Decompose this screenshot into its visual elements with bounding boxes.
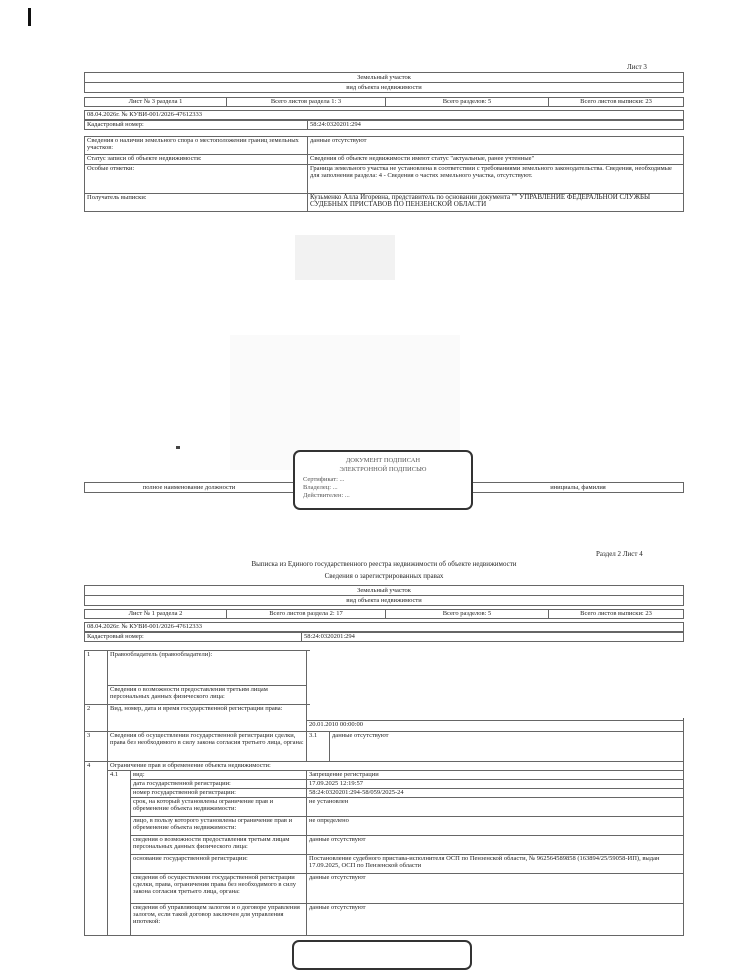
extract-subtitle: Сведения о зарегистрированных правах [324,572,444,580]
header-cell: Лист № 3 раздела 1 [84,97,227,107]
registration-date: 20.01.2010 00:00:00 [306,720,684,732]
stamp-line: ЭЛЕКТРОННОЙ ПОДПИСЬЮ [339,466,427,473]
sub-value: Запрещение регистрации [306,770,684,780]
consent-value: данные отсутствуют [329,731,684,762]
cadastral-label: Кадастровый номер: [84,120,308,130]
scan-overlap [310,650,750,718]
header-cell: Всего разделов: 5 [385,609,549,619]
cadastral-value: 58:24:0320201:294 [307,120,684,130]
electronic-signature-stamp [293,450,473,510]
sub-label: дата государственной регистрации: [130,779,307,789]
sub-label: номер государственной регистрации: [130,788,307,798]
sub-label: срок, на который установлены ограничение прав и обременение объекта недвижимости: [130,797,307,817]
field-label: Получатель выписки: [84,193,308,212]
field-label: Статус записи об объекте недвижимости: [84,154,308,165]
sign-position: полное наименование должности [84,482,294,493]
stamp-line: ДОКУМЕНТ ПОДПИСАН [345,457,421,464]
object-type-caption: вид объекта недвижимости [84,82,684,93]
object-type-caption: вид объекта недвижимости [84,595,684,606]
sub-label: сведения об осуществлении государственной регистрации сделки, права, ограничения права без необходимого в силу закона согласия третьего лица, органа: [130,873,307,904]
sub-value: не установлен [306,797,684,817]
field-label: Особые отметки: [84,164,308,194]
row-number: 3 [84,731,108,762]
subrow-number: 3.1 [306,731,330,762]
subrow-number: 4.1 [107,770,131,936]
header-cell: Всего листов выписки: 23 [548,97,684,107]
cadastral-label: Кадастровый номер: [84,632,302,642]
header-cell: Всего листов раздела 2: 17 [226,609,386,619]
field-value: Сведения об объекте недвижимости имеют статус "актуальные, ранее учтенные" [307,154,684,165]
scan-mark [28,8,31,26]
scan-dot [176,446,180,449]
row-number: 2 [84,704,108,732]
date-number: 08.04.2026г. № КУВИ-001/2026-47612333 [84,622,684,632]
owner-label: Правообладатель (правообладатели): [107,650,307,686]
sub-value: данные отсутствуют [306,873,684,904]
sub-value: 58:24:0320201:294-58/059/2025-24 [306,788,684,798]
consent-label: Сведения об осуществлении государственной регистрации сделки, права без необходимого в силу закона согласия третьего лица, органа: [107,731,307,762]
bottom-stamp-edge [292,940,472,970]
stamp-line: Действителен: ... [303,492,350,499]
third-party-label: Сведения о возможности предоставления третьим лицам персональных данных физического лица: [107,685,307,705]
header-cell: Всего разделов: 5 [385,97,549,107]
sign-name: инициалы, фамилия [472,482,684,493]
extract-title: Выписка из Единого государственного реестра недвижимости об объекте недвижимости [251,560,517,568]
sub-label: основание государственной регистрации: [130,854,307,874]
row-number: 4 [84,761,108,936]
object-type: Земельный участок [84,72,684,83]
registration-label: Вид, номер, дата и время государственной регистрации права: [107,704,307,732]
field-value: данные отсутствуют [307,136,684,155]
sub-label: сведения о возможности предоставления третьим лицам персональных данных физического лица: [130,835,307,855]
field-value: Граница земельного участка не установлена в соответствии с требованиями земельного законодательства. Сведения, необходимые для заполнения раздела: 4 - Сведения о частях земельного участка, отсутствуют. [307,164,684,194]
sub-label: лицо, в пользу которого установлены ограничение прав и обременение объекта недвижимости: [130,816,307,836]
row-number: 1 [84,650,108,705]
section-sheet-label: Раздел 2 Лист 4 [596,550,643,558]
header-cell: Лист № 1 раздела 2 [84,609,227,619]
field-label: Сведения о наличии земельного спора о местоположении границ земельных участков: [84,136,308,155]
sub-value: данные отсутствуют [306,903,684,936]
sheet-label: Лист 3 [627,63,647,71]
header-cell: Всего листов выписки: 23 [548,609,684,619]
header-cell: Всего листов раздела 1: 3 [226,97,386,107]
stamp-line: Сертификат: ... [303,476,345,483]
sub-label: вид: [130,770,307,780]
cadastral-value: 58:24:0320201:294 [301,632,684,642]
restriction-label: Ограничение прав и обременение объекта недвижимости: [107,761,684,771]
sub-value: данные отсутствуют [306,835,684,855]
sub-value: не определено [306,816,684,836]
sub-value: 17.09.2025 12:19:57 [306,779,684,789]
field-value: Кузьменко Алла Игоревна, представитель по основании документа "" УПРАВЛЕНИЕ ФЕДЕРАЛЬНОЙ СЛУЖБЫ СУДЕБНЫХ ПРИСТАВОВ ПО ПЕНЗЕНСКОЙ ОБЛАСТИ [307,193,684,212]
sub-label: сведения об управляющем залогом и о договоре управления залогом, если такой договор заключен для управления ипотекой: [130,903,307,936]
date-number: 08.04.2026г. № КУВИ-001/2026-47612333 [84,110,684,120]
stamp-line: Владелец: ... [303,484,338,491]
object-type: Земельный участок [84,585,684,596]
scan-smudge [295,235,395,280]
sub-value: Постановление судебного пристава-исполнителя ОСП по Пензенской области, № 962564589858 (163894/25/59058-ИП), выдан 17.09.2025, ОСП по Пензенской области [306,854,684,874]
